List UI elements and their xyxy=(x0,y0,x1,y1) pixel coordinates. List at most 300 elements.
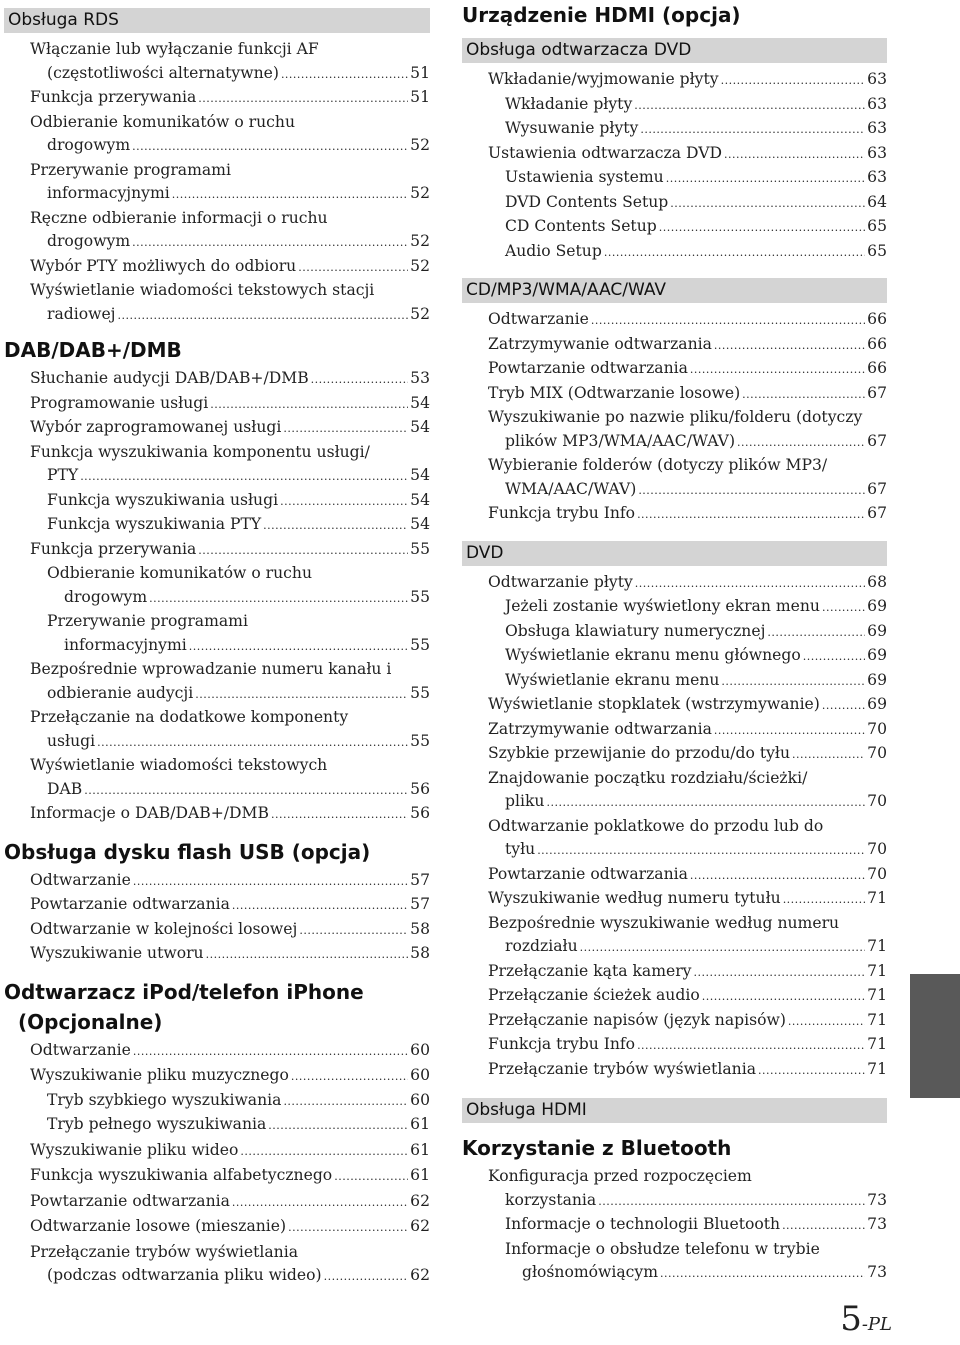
toc-entry-page-number: 53 xyxy=(410,369,430,387)
toc-entry-page-number: 57 xyxy=(410,870,430,889)
dot-leader xyxy=(634,94,865,118)
toc-entry-row xyxy=(30,942,430,967)
toc-entry-title: Wkładanie płyty xyxy=(505,94,633,113)
toc-entry-funkcja-wyszukiwania-uslugi[interactable] xyxy=(47,489,430,514)
toc-entry-title: radiowej xyxy=(47,304,116,323)
toc-entry-row xyxy=(30,682,430,707)
dot-leader xyxy=(281,63,408,87)
toc-entry-title-line1: Funkcja wyszukiwania komponentu usługi/ xyxy=(30,442,370,461)
toc-entry-title: Jeżeli zostanie wyświetlony ekran menu xyxy=(505,597,820,615)
toc-entry-odtwarzanie-losowe-mieszanie[interactable] xyxy=(30,1215,430,1240)
toc-entry-page-number: 67 xyxy=(867,383,887,402)
toc-entry-row xyxy=(488,357,887,382)
toc-entry-title: Wysuwanie płyty xyxy=(505,119,639,137)
toc-entry-page-number: 52 xyxy=(410,256,430,275)
toc-entry-wybor-pty-mozliwych-do-odbioru[interactable] xyxy=(30,255,430,280)
toc-entry-title-line1: Wybieranie folderów (dotyczy plików MP3/ xyxy=(488,456,828,474)
toc-entry-title: Wyszukiwanie pliku muzycznego xyxy=(30,1066,289,1084)
toc-entry-page-number: 54 xyxy=(410,418,430,436)
toc-entry-wyszukiwanie-pliku-wideo[interactable] xyxy=(30,1139,430,1164)
dot-leader xyxy=(232,1191,408,1215)
toc-entry-odtwarzanie[interactable] xyxy=(488,308,887,333)
dot-leader xyxy=(666,167,865,191)
toc-entry-wyswietlanie-wiadomosci-tekstowych-dab[interactable] xyxy=(30,754,430,802)
toc-entry-page-number: 70 xyxy=(867,840,887,858)
toc-entry-wybor-zaprogramowanej-uslugi[interactable] xyxy=(30,416,430,441)
dot-leader xyxy=(283,1090,408,1114)
dot-leader xyxy=(721,670,865,694)
toc-entry-dvd-contents-setup[interactable] xyxy=(505,191,887,216)
thumb-index-tab xyxy=(910,974,960,1098)
page-number-suffix: -PL xyxy=(861,1314,892,1335)
toc-entry-row xyxy=(488,960,887,985)
toc-entry-obsluga-klawiatury-numerycznej[interactable] xyxy=(505,620,887,645)
dot-leader xyxy=(690,864,865,888)
dot-leader xyxy=(195,683,408,707)
toc-entry-title-line1: Przerywanie programami xyxy=(47,612,248,630)
toc-entry-row xyxy=(30,538,430,563)
page-number xyxy=(840,1299,892,1339)
toc-entry-row xyxy=(47,489,430,514)
toc-entry-row xyxy=(488,1033,887,1058)
toc-entry-page-number: 55 xyxy=(410,539,430,558)
toc-entry-row xyxy=(30,1215,430,1240)
toc-entry-page-number: 51 xyxy=(410,88,430,106)
toc-entry-title: DAB xyxy=(47,779,83,798)
dot-leader xyxy=(210,393,408,417)
toc-entry-funkcja-trybu-info[interactable] xyxy=(488,502,887,527)
dot-leader xyxy=(792,743,865,767)
toc-entry-powtarzanie-odtwarzania[interactable] xyxy=(488,863,887,888)
toc-entry-odbieranie-komunikatow-o-ruchu-drogowym[interactable] xyxy=(30,111,430,159)
toc-entry-page-number: 61 xyxy=(410,1140,430,1159)
toc-entry-title: rozdziału xyxy=(505,937,578,955)
toc-entry-row xyxy=(488,790,887,815)
toc-entry-page-number: 61 xyxy=(410,1115,430,1133)
toc-entry-przelaczanie-kata-kamery[interactable] xyxy=(488,960,887,985)
dot-leader xyxy=(133,870,408,894)
toc-entry-reczne-odbieranie-informacji-o-ruchu-dro[interactable] xyxy=(30,207,430,255)
toc-entry-page-number: 69 xyxy=(867,597,887,615)
toc-entry-row xyxy=(47,586,430,611)
dot-leader xyxy=(84,779,408,803)
toc-entry-title-line1: Wyświetlanie wiadomości tekstowych xyxy=(30,756,328,774)
toc-entry-funkcja-trybu-info[interactable] xyxy=(488,1033,887,1058)
toc-entry-page-number: 54 xyxy=(410,515,430,533)
toc-entry-page-number: 71 xyxy=(867,1059,887,1078)
toc-entry-title: odbieranie audycji xyxy=(47,683,194,702)
toc-entry-odtwarzanie-w-kolejnosci-losowej[interactable] xyxy=(30,918,430,943)
toc-entry-title: (częstotliwości alternatywne) xyxy=(47,63,279,82)
toc-entry-page-number: 66 xyxy=(867,359,887,377)
toc-entry-title: Szybkie przewijanie do przodu/do tyłu xyxy=(488,744,791,762)
toc-entry-wyszukiwanie-wedlug-numeru-tytulu[interactable] xyxy=(488,887,887,912)
dot-leader xyxy=(724,143,865,167)
toc-entry-row xyxy=(30,62,430,87)
toc-entry-title: Wyszukiwanie według numeru tytułu xyxy=(488,889,781,907)
toc-entry-page-number: 54 xyxy=(410,466,430,484)
toc-entry-page-number: 71 xyxy=(867,889,887,907)
toc-entry-page-number: 52 xyxy=(410,136,430,154)
dot-leader xyxy=(604,241,865,265)
toc-entry-funkcja-przerywania[interactable] xyxy=(30,86,430,111)
toc-entry-title: Funkcja przerywania xyxy=(30,88,197,106)
toc-entry-page-number: 71 xyxy=(867,986,887,1004)
toc-entry-page-number: 62 xyxy=(410,1191,430,1210)
toc-entry-title: Tryb szybkiego wyszukiwania xyxy=(47,1090,282,1109)
toc-entry-tryb-szybkiego-wyszukiwania[interactable] xyxy=(47,1089,430,1114)
toc-entry-row xyxy=(30,86,430,111)
toc-entry-tryb-mix-odtwarzanie-losowe[interactable] xyxy=(488,382,887,407)
toc-entry-title: Powtarzanie odtwarzania xyxy=(488,359,688,377)
toc-entry-title: Tryb pełnego wyszukiwania xyxy=(47,1115,267,1133)
toc-entry-konfiguracja-przed-rozpoczeciem-korzysta[interactable] xyxy=(488,1165,887,1213)
toc-entry-wkladanie-plyty[interactable] xyxy=(505,93,887,118)
toc-entry-przelaczanie-sciezek-audio[interactable] xyxy=(488,984,887,1009)
toc-entry-row xyxy=(488,478,887,503)
dot-leader xyxy=(788,1010,865,1034)
toc-entry-page-number: 55 xyxy=(410,587,430,606)
dot-leader xyxy=(288,1216,408,1240)
dot-leader xyxy=(714,719,865,743)
toc-entry-row xyxy=(505,1213,887,1238)
toc-entry-wyswietlanie-ekranu-menu-glownego[interactable] xyxy=(505,644,887,669)
toc-entry-title: drogowym xyxy=(64,587,148,606)
dot-leader xyxy=(822,694,865,718)
toc-entry-funkcja-wyszukiwania-pty[interactable] xyxy=(47,513,430,538)
toc-entry-funkcja-wyszukiwania-alfabetycznego[interactable] xyxy=(30,1164,430,1189)
toc-entry-page-number: 71 xyxy=(867,961,887,980)
toc-entry-page-number: 63 xyxy=(867,119,887,137)
dot-leader xyxy=(782,1214,865,1238)
toc-entry-znajdowanie-poczatku-rozdzialu-sciezki-p[interactable] xyxy=(488,767,887,815)
toc-entry-page-number: 56 xyxy=(410,804,430,822)
toc-entry-title-line1: Informacje o obsłudze telefonu w trybie xyxy=(505,1239,820,1258)
dot-leader xyxy=(640,118,865,142)
chapter-heading-text: Odtwarzacz iPod/telefon iPhone xyxy=(4,979,364,1004)
toc-entry-funkcja-przerywania[interactable] xyxy=(30,538,430,563)
toc-entry-title: PTY xyxy=(47,466,79,484)
toc-entry-informacje-o-technologii-bluetooth[interactable] xyxy=(505,1213,887,1238)
toc-entry-page-number: 63 xyxy=(867,94,887,113)
toc-entry-title: głośnomówiącym xyxy=(522,1263,658,1281)
toc-entry-page-number: 52 xyxy=(410,232,430,250)
toc-entry-row xyxy=(505,620,887,645)
toc-entry-row xyxy=(30,802,430,827)
toc-entry-page-number: 61 xyxy=(410,1166,430,1184)
toc-entry-title: Funkcja wyszukiwania alfabetycznego xyxy=(30,1166,333,1184)
toc-entry-row xyxy=(505,644,887,669)
toc-entry-przerywanie-programami-informacyjnymi[interactable] xyxy=(30,159,430,207)
toc-entry-title: Programowanie usługi xyxy=(30,393,209,412)
toc-entry-title-line1: Bezpośrednie wprowadzanie numeru kanału i xyxy=(30,660,392,678)
dot-leader xyxy=(268,1114,408,1138)
section-heading-obsluga-rds: Obsługa RDS xyxy=(4,8,430,33)
toc-entry-page-number: 55 xyxy=(410,635,430,654)
toc-entry-row xyxy=(30,134,430,159)
toc-entry-title: Wybór zaprogramowanej usługi xyxy=(30,418,282,436)
toc-entry-zatrzymywanie-odtwarzania[interactable] xyxy=(488,718,887,743)
toc-entry-row xyxy=(47,1089,430,1114)
dot-leader xyxy=(635,572,865,596)
toc-entry-row xyxy=(488,502,887,527)
toc-entry-title: Funkcja przerywania xyxy=(30,539,197,558)
toc-entry-title: Ustawienia odtwarzacza DVD xyxy=(488,143,722,162)
toc-entry-wyswietlanie-ekranu-menu[interactable] xyxy=(505,669,887,694)
chapter-heading-text-line2: (Opcjonalne) xyxy=(18,1009,163,1034)
dot-leader xyxy=(291,1065,408,1089)
toc-entry-row xyxy=(488,984,887,1009)
dot-leader xyxy=(580,936,866,960)
toc-entry-page-number: 64 xyxy=(867,192,887,211)
toc-entry-ustawienia-odtwarzacza-dvd[interactable] xyxy=(488,142,887,167)
chapter-heading-text: Korzystanie z Bluetooth xyxy=(462,1136,732,1160)
toc-entry-title: Powtarzanie odtwarzania xyxy=(30,1191,230,1210)
toc-entry-title-line1: Znajdowanie początku rozdziału/ścieżki/ xyxy=(488,768,808,787)
dot-leader xyxy=(690,358,865,382)
toc-entry-title: DVD Contents Setup xyxy=(505,192,669,211)
toc-entry-page-number: 58 xyxy=(410,944,430,962)
toc-entry-title-line1: Przerywanie programami xyxy=(30,160,231,179)
toc-entry-title: Informacje o DAB/DAB+/DMB xyxy=(30,804,269,822)
toc-entry-row xyxy=(488,68,887,93)
toc-entry-row xyxy=(488,142,887,167)
dot-leader xyxy=(97,731,408,755)
toc-entry-cd-contents-setup[interactable] xyxy=(505,215,887,240)
toc-entry-row xyxy=(47,1113,430,1138)
toc-entry-page-number: 63 xyxy=(867,143,887,162)
toc-entry-title: Wyświetlanie ekranu menu xyxy=(505,670,720,689)
toc-entry-title-line1: Ręczne odbieranie informacji o ruchu xyxy=(30,208,328,227)
toc-entry-row xyxy=(30,1164,430,1189)
section-heading-cd-mp3-wma-aac-wav: CD/MP3/WMA/AAC/WAV xyxy=(462,278,887,303)
dot-leader xyxy=(598,1190,865,1214)
toc-entry-row xyxy=(47,634,430,659)
toc-entry-bezposrednie-wyszukiwanie-wedlug-numeru-[interactable] xyxy=(488,912,887,960)
toc-entry-title: Wybór PTY możliwych do odbioru xyxy=(30,256,297,275)
toc-entry-page-number: 65 xyxy=(867,241,887,260)
dot-leader xyxy=(206,943,409,967)
toc-entry-title-line1: Odbieranie komunikatów o ruchu xyxy=(47,564,312,582)
toc-entry-wybieranie-folderow-dotyczy-plikow-mp3-w[interactable] xyxy=(488,454,887,502)
toc-entry-row xyxy=(505,191,887,216)
toc-entry-page-number: 51 xyxy=(410,63,430,82)
toc-entry-powtarzanie-odtwarzania[interactable] xyxy=(30,893,430,918)
toc-entry-title: informacyjnymi xyxy=(47,184,170,202)
dot-leader xyxy=(742,383,865,407)
toc-entry-page-number: 60 xyxy=(410,1040,430,1059)
toc-entry-row xyxy=(488,935,887,960)
toc-entry-title: Funkcja trybu Info xyxy=(488,504,636,522)
toc-entry-title: plików MP3/WMA/AAC/WAV) xyxy=(505,431,736,450)
toc-entry-odbieranie-komunikatow-o-ruchu-drogowym[interactable] xyxy=(47,562,430,610)
toc-entry-wyszukiwanie-utworu[interactable] xyxy=(30,942,430,967)
toc-entry-szybkie-przewijanie-do-przodu-do-tylu[interactable] xyxy=(488,742,887,767)
dot-leader xyxy=(132,135,408,159)
toc-entry-page-number: 57 xyxy=(410,895,430,913)
toc-entry-row xyxy=(505,93,887,118)
chapter-heading-text: Urządzenie HDMI (opcja) xyxy=(462,3,741,27)
toc-entry-page-number: 71 xyxy=(867,1010,887,1029)
dot-leader xyxy=(299,919,408,943)
toc-entry-odtwarzanie[interactable] xyxy=(30,1039,430,1064)
toc-entry-powtarzanie-odtwarzania[interactable] xyxy=(488,357,887,382)
toc-entry-przelaczanie-trybow-wyswietlania-podczas[interactable] xyxy=(30,1241,430,1289)
toc-entry-wyswietlanie-wiadomosci-tekstowych-stacj[interactable] xyxy=(30,279,430,327)
toc-entry-title: Wkładanie/wyjmowanie płyty xyxy=(488,70,719,88)
toc-entry-row xyxy=(488,333,887,358)
toc-entry-page-number: 52 xyxy=(410,184,430,202)
dot-leader xyxy=(133,1040,408,1064)
dot-leader xyxy=(822,596,865,620)
section-heading-obsluga-odtwarzacza-dvd: Obsługa odtwarzacza DVD xyxy=(462,38,887,63)
dot-leader xyxy=(149,587,408,611)
dot-leader xyxy=(198,539,408,563)
toc-entry-row xyxy=(505,117,887,142)
toc-entry-page-number: 70 xyxy=(867,719,887,738)
toc-entry-programowanie-uslugi[interactable] xyxy=(30,392,430,417)
toc-entry-title-line1: Odtwarzanie poklatkowe do przodu lub do xyxy=(488,816,824,835)
toc-entry-title: Przełączanie ścieżek audio xyxy=(488,986,700,1004)
toc-entry-row xyxy=(488,742,887,767)
toc-entry-row xyxy=(30,255,430,280)
toc-entry-row xyxy=(30,416,430,441)
dot-leader xyxy=(803,645,865,669)
dot-leader xyxy=(240,1140,408,1164)
toc-entry-page-number: 67 xyxy=(867,504,887,522)
toc-entry-przelaczanie-napisow-jezyk-napisow[interactable] xyxy=(488,1009,887,1034)
dot-leader xyxy=(783,888,865,912)
toc-entry-przelaczanie-trybow-wyswietlania[interactable] xyxy=(488,1058,887,1083)
toc-entry-title-line1: Przełączanie na dodatkowe komponenty xyxy=(30,708,349,726)
toc-entry-wyszukiwanie-po-nazwie-pliku-folderu-dot[interactable] xyxy=(488,406,887,454)
toc-entry-jezeli-zostanie-wyswietlony-ekran-menu[interactable] xyxy=(505,595,887,620)
toc-entry-wyszukiwanie-pliku-muzycznego[interactable] xyxy=(30,1064,430,1089)
toc-entry-title-line1: Wyświetlanie wiadomości tekstowych stacji xyxy=(30,281,375,299)
toc-entry-title: WMA/AAC/WAV) xyxy=(505,479,637,498)
toc-entry-title: Ustawienia systemu xyxy=(505,168,664,186)
toc-entry-page-number: 69 xyxy=(867,670,887,689)
dot-leader xyxy=(298,256,408,280)
chapter-heading-odtwarzacz-ipod-telefon-iphone xyxy=(4,977,430,1037)
toc-entry-page-number: 52 xyxy=(410,304,430,323)
toc-entry-page-number: 60 xyxy=(410,1066,430,1084)
dot-leader xyxy=(324,1265,409,1289)
toc-entry-page-number: 67 xyxy=(867,479,887,498)
toc-entry-title: Audio Setup xyxy=(505,241,602,260)
toc-entry-title: usługi xyxy=(47,731,96,750)
toc-entry-title: Odtwarzanie xyxy=(488,310,589,328)
dot-leader xyxy=(670,192,865,216)
dot-leader xyxy=(702,985,865,1009)
toc-entry-wysuwanie-plyty[interactable] xyxy=(505,117,887,142)
toc-entry-sluchanie-audycji-dab-dab-dmb[interactable] xyxy=(30,367,430,392)
toc-entry-page-number: 73 xyxy=(867,1263,887,1281)
toc-entry-page-number: 69 xyxy=(867,646,887,664)
chapter-heading-obsluga-dysku-flash-usb-opcja xyxy=(4,837,430,867)
toc-entry-row xyxy=(488,430,887,455)
toc-entry-title-line1: Włączanie lub wyłączanie funkcji AF xyxy=(30,40,319,58)
chapter-heading-text: DAB/DAB+/DMB xyxy=(4,338,182,362)
dot-leader xyxy=(198,87,408,111)
dot-leader xyxy=(767,621,865,645)
toc-entry-wlaczanie-lub-wylaczanie-funkcji-af-czes[interactable] xyxy=(30,38,430,86)
toc-entry-page-number: 65 xyxy=(867,217,887,235)
toc-entry-row xyxy=(505,166,887,191)
toc-entry-przelaczanie-na-dodatkowe-komponenty-usl[interactable] xyxy=(30,706,430,754)
toc-entry-title: Przełączanie kąta kamery xyxy=(488,961,692,980)
page-number-digit: 5 xyxy=(840,1299,862,1339)
chapter-heading-korzystanie-z-bluetooth xyxy=(462,1133,887,1163)
toc-entry-title: Powtarzanie odtwarzania xyxy=(488,864,688,883)
toc-entry-odtwarzanie[interactable] xyxy=(30,869,430,894)
toc-entry-row xyxy=(30,1264,430,1289)
toc-entry-tryb-pelnego-wyszukiwania[interactable] xyxy=(47,1113,430,1138)
dot-leader xyxy=(537,839,865,863)
toc-entry-title-line1: Wyszukiwanie po nazwie pliku/folderu (dotyczy xyxy=(488,408,863,426)
toc-entry-ustawienia-systemu[interactable] xyxy=(505,166,887,191)
dot-leader xyxy=(334,1165,408,1189)
toc-entry-page-number: 71 xyxy=(867,1035,887,1053)
toc-entry-funkcja-wyszukiwania-komponentu-uslugi-p[interactable] xyxy=(30,441,430,489)
toc-entry-page-number: 70 xyxy=(867,864,887,883)
toc-entry-title: Powtarzanie odtwarzania xyxy=(30,895,230,913)
toc-entry-informacje-o-dab-dab-dmb[interactable] xyxy=(30,802,430,827)
dot-leader xyxy=(737,431,865,455)
toc-entry-title: Odtwarzanie płyty xyxy=(488,572,633,591)
toc-entry-row xyxy=(30,893,430,918)
dot-leader xyxy=(638,479,865,503)
chapter-heading-text: Obsługa dysku flash USB (opcja) xyxy=(4,839,371,864)
toc-entry-powtarzanie-odtwarzania[interactable] xyxy=(30,1190,430,1215)
toc-right-column xyxy=(462,0,887,1286)
toc-entry-row xyxy=(30,392,430,417)
toc-entry-row xyxy=(505,1261,887,1286)
toc-entry-title: Informacje o technologii Bluetooth xyxy=(505,1215,781,1233)
toc-entry-odtwarzanie-poklatkowe-do-przodu-lub-do-[interactable] xyxy=(488,815,887,863)
toc-entry-zatrzymywanie-odtwarzania[interactable] xyxy=(488,333,887,358)
dot-leader xyxy=(758,1059,865,1083)
toc-entry-audio-setup[interactable] xyxy=(505,240,887,265)
toc-entry-wyswietlanie-stopklatek-wstrzymywanie[interactable] xyxy=(488,693,887,718)
toc-entry-title: Funkcja trybu Info xyxy=(488,1035,636,1053)
toc-entry-title: CD Contents Setup xyxy=(505,217,657,235)
toc-entry-row xyxy=(30,464,430,489)
toc-entry-bezposrednie-wprowadzanie-numeru-kanalu-[interactable] xyxy=(30,658,430,706)
toc-entry-title: Przełączanie trybów wyświetlania xyxy=(488,1059,757,1078)
dot-leader xyxy=(714,334,865,358)
toc-entry-title: Funkcja wyszukiwania usługi xyxy=(47,490,279,509)
toc-entry-page-number: 54 xyxy=(410,490,430,509)
dot-leader xyxy=(660,1262,865,1286)
toc-entry-page-number: 60 xyxy=(410,1090,430,1109)
toc-entry-title: Funkcja wyszukiwania PTY xyxy=(47,515,262,533)
toc-entry-informacje-o-obsludze-telefonu-w-trybie-[interactable] xyxy=(505,1238,887,1286)
toc-entry-row xyxy=(505,595,887,620)
toc-entry-title: pliku xyxy=(505,792,545,810)
toc-entry-title: Odtwarzanie losowe (mieszanie) xyxy=(30,1217,287,1235)
toc-entry-page-number: 62 xyxy=(410,1217,430,1235)
toc-entry-row xyxy=(488,838,887,863)
toc-entry-row xyxy=(30,1039,430,1064)
dot-leader xyxy=(283,417,408,441)
toc-entry-title: Tryb MIX (Odtwarzanie losowe) xyxy=(488,383,741,402)
toc-entry-przerywanie-programami-informacyjnymi[interactable] xyxy=(47,610,430,658)
toc-entry-wkladanie-wyjmowanie-plyty[interactable] xyxy=(488,68,887,93)
toc-entry-title: Zatrzymywanie odtwarzania xyxy=(488,334,712,353)
toc-entry-odtwarzanie-plyty[interactable] xyxy=(488,571,887,596)
dot-leader xyxy=(263,514,408,538)
